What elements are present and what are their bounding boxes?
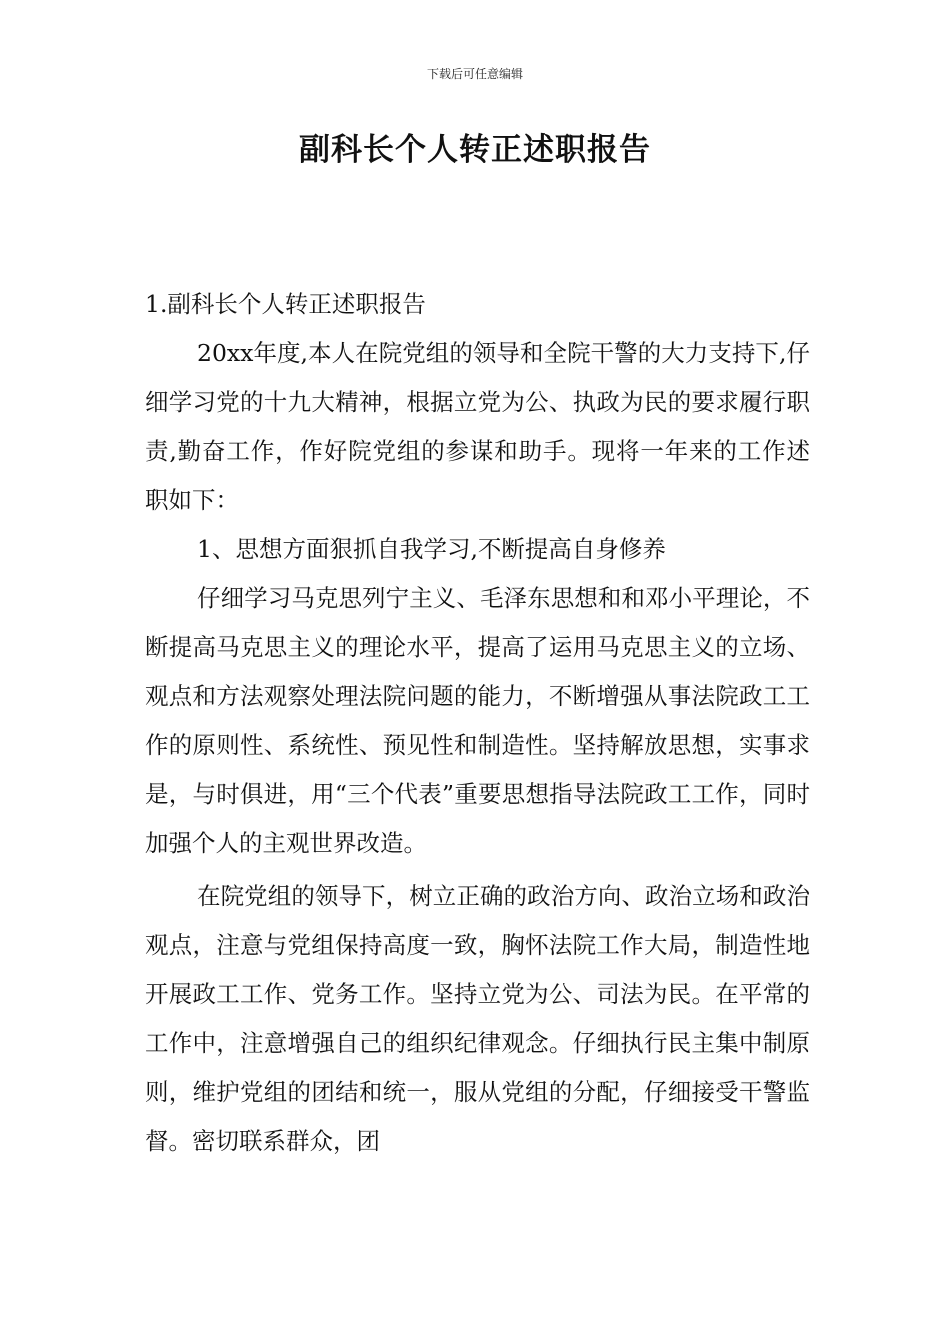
document-title: 副科长个人转正述职报告: [299, 132, 651, 168]
subsection-heading: 1、思想方面狠抓自我学习,不断提高自身修养: [197, 535, 666, 563]
paragraph-leadership: 在院党组的领导下，树立正确的政治方向、政治立场和政治观点，注意与党组保持高度一致，胸怀法院工作大局，制造性地开展政工工作、党务工作。坚持立党为公、司法为民。在平常的工作中，注意增强自己的组织纪律观念。仔细执行民主集中制原则，维护党组的团结和统一，服从党组的分配，仔细接受干警监督。密切联系群众，团: [145, 882, 810, 1155]
paragraph-study: 仔细学习马克思列宁主义、毛泽东思想和和邓小平理论，不断提高马克思主义的理论水平，提高了运用马克思主义的立场、观点和方法观察处理法院问题的能力，不断增强从事法院政工工作的原则性、系统性、预见性和制造性。坚持解放思想，实事求是，与时俱进，用“三个代表”重要思想指导法院政工工作，同时加强个人的主观世界改造。: [145, 584, 810, 857]
header-note: 下载后可任意编辑: [426, 67, 523, 81]
section-heading: 1.副科长个人转正述职报告: [145, 290, 426, 318]
document-body: [145, 280, 810, 1166]
paragraph-intro: 20xx年度,本人在院党组的领导和全院干警的大力支持下,仔细学习党的十九大精神，根据立党为公、执政为民的要求履行职责,勤奋工作，作好院党组的参谋和助手。现将一年来的工作述职如下：: [145, 339, 810, 514]
